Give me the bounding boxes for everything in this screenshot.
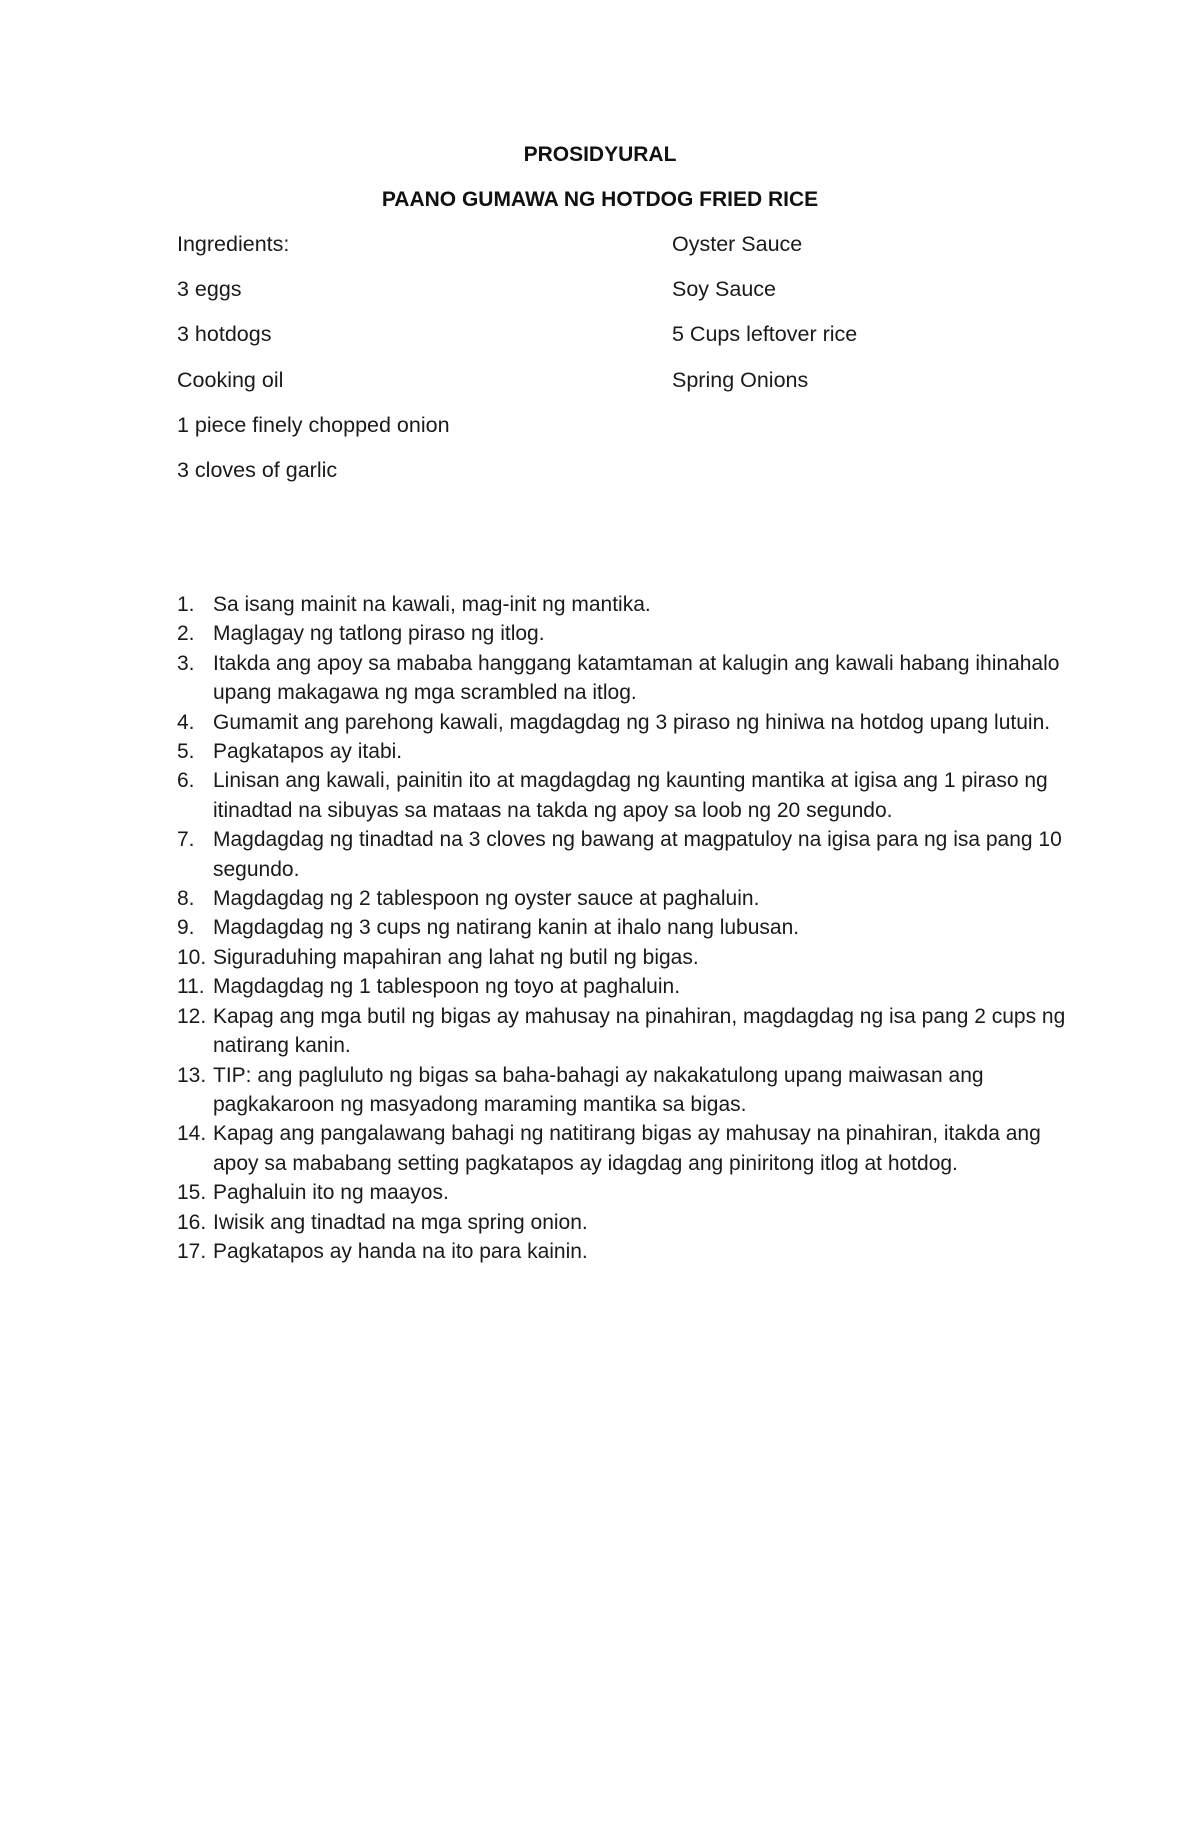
step-item [177, 1237, 1077, 1266]
ingredient-item: Oyster Sauce [672, 232, 803, 256]
ingredient-item: 3 eggs [177, 277, 242, 302]
step-number: 10. [177, 945, 207, 969]
ingredient-item: Spring Onions [672, 367, 809, 392]
step-number: 6. [177, 769, 195, 793]
ingredients-left-column [177, 231, 657, 502]
step-text: Gumamit ang parehong kawali, magdagdag ng 3 piraso ng hiniwa na hotdog upang lutuin. [213, 710, 1051, 734]
step-number: 15. [177, 1181, 207, 1205]
ingredient-item: Cooking oil [177, 367, 284, 392]
ingredients-label: Ingredients: [177, 232, 290, 256]
step-number: 13. [177, 1063, 207, 1087]
step-text: Sa isang mainit na kawali, mag-init ng mantika. [213, 593, 651, 616]
step-item [177, 766, 1077, 825]
step-item [177, 1061, 1077, 1120]
step-item [177, 649, 1077, 708]
step-number: 5. [177, 740, 195, 764]
step-number: 4. [177, 710, 195, 734]
ingredient-item: 1 piece finely chopped onion [177, 412, 450, 437]
step-text: Pagkatapos ay handa na ito para kainin. [213, 1239, 588, 1263]
step-text: Paghaluin ito ng maayos. [213, 1181, 449, 1205]
procedure-steps-list [177, 590, 1077, 1266]
step-text: Magdagdag ng 2 tablespoon ng oyster sauce at paghaluin. [213, 887, 760, 911]
step-item [177, 913, 1077, 942]
step-item [177, 619, 1077, 648]
step-number: 2. [177, 622, 195, 646]
step-item [177, 1208, 1077, 1237]
step-number: 11. [177, 975, 205, 999]
step-item [177, 590, 1077, 619]
step-number: 9. [177, 916, 195, 940]
step-item [177, 1002, 1077, 1061]
step-text: Siguraduhing mapahiran ang lahat ng butil ng bigas. [213, 945, 699, 969]
step-number: 8. [177, 887, 195, 911]
step-text: TIP: ang pagluluto ng bigas sa baha-bahagi ay nakakatulong upang maiwasan ang pagkakaroon ng masyadong maraming mantika sa bigas. [213, 1063, 984, 1116]
step-number: 1. [177, 593, 195, 616]
ingredient-item: 5 Cups leftover rice [672, 322, 858, 347]
step-number: 17. [177, 1239, 207, 1263]
step-number: 3. [177, 651, 195, 675]
ingredient-item: 3 hotdogs [177, 322, 272, 347]
step-number: 14. [177, 1122, 207, 1146]
step-text: Itakda ang apoy sa mababa hanggang katamtaman at kalugin ang kawali habang ihinahalo upang makagawa ng mga scrambled na itlog. [213, 651, 1060, 705]
step-text: Iwisik ang tinadtad na mga spring onion. [213, 1210, 588, 1234]
step-number: 16. [177, 1210, 207, 1234]
step-item [177, 1178, 1077, 1207]
step-item [177, 1119, 1077, 1178]
step-text: Pagkatapos ay itabi. [213, 740, 403, 764]
step-item [177, 943, 1077, 972]
step-number: 7. [177, 828, 195, 852]
step-item [177, 708, 1077, 737]
step-item [177, 972, 1077, 1001]
ingredients-right-column [672, 231, 1072, 412]
step-item [177, 825, 1077, 884]
step-text: Magdagdag ng tinadtad na 3 cloves ng bawang at magpatuloy na igisa para ng isa pang 10 segundo. [213, 828, 1062, 881]
step-text: Kapag ang pangalawang bahagi ng natitirang bigas ay mahusay na pinahiran, itakda ang apoy sa mababang setting pagkatapos ay idagdag ang piniritong itlog at hotdog. [213, 1122, 1041, 1175]
step-text: Magdagdag ng 1 tablespoon ng toyo at paghaluin. [213, 975, 681, 999]
step-text: Maglagay ng tatlong piraso ng itlog. [213, 622, 545, 646]
step-item [177, 737, 1077, 766]
ingredient-item: 3 cloves of garlic [177, 457, 338, 482]
step-item [177, 884, 1077, 913]
document-subtitle: PAANO GUMAWA NG HOTDOG FRIED RICE [381, 188, 819, 211]
ingredient-item: Soy Sauce [672, 277, 776, 302]
step-text: Linisan ang kawali, painitin ito at magdagdag ng kaunting mantika at igisa ang 1 piraso ng itinadtad na sibuyas sa mataas na takda ng apoy sa loob ng 20 segundo. [213, 769, 1048, 822]
step-number: 12. [177, 1004, 207, 1028]
step-text: Kapag ang mga butil ng bigas ay mahusay na pinahiran, magdagdag ng isa pang 2 cups ng natirang kanin. [213, 1004, 1066, 1058]
step-text: Magdagdag ng 3 cups ng natirang kanin at ihalo nang lubusan. [213, 916, 800, 940]
document-title: PROSIDYURAL [523, 143, 677, 166]
